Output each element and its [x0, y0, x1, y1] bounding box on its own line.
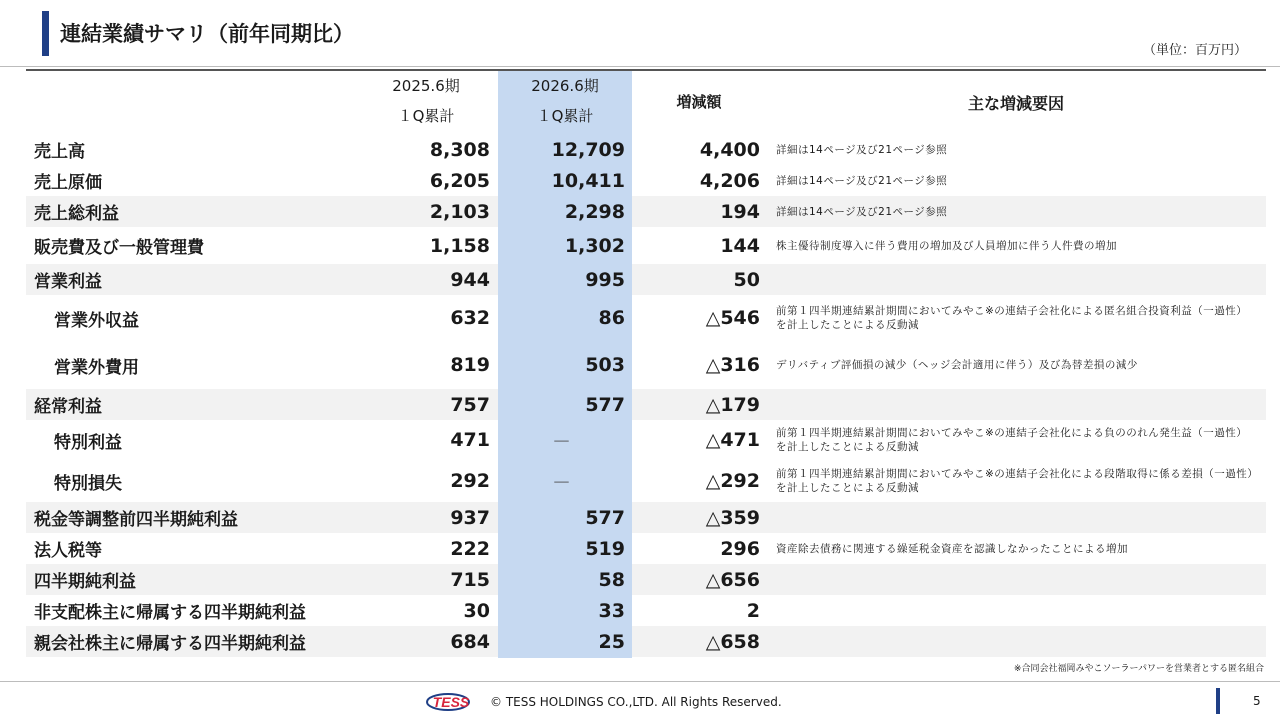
diff-value: 144: [720, 234, 760, 257]
unit-label: （単位：百万円）: [1142, 43, 1247, 58]
curr-value: 995: [585, 268, 625, 291]
table-row: [26, 227, 1266, 264]
prev-value: 30: [463, 599, 490, 622]
curr-value: 577: [585, 506, 625, 529]
table-row: [26, 626, 1266, 657]
footer-divider: [0, 681, 1280, 682]
row-label: 親会社株主に帰属する四半期純利益: [34, 634, 306, 654]
footnote: ※合同会社福岡みやこソーラーパワーを営業者とする匿名組合: [1013, 664, 1264, 674]
table-row: [26, 420, 1266, 460]
table-row: [26, 196, 1266, 227]
prev-value: 684: [450, 630, 490, 653]
row-label: 特別利益: [54, 432, 122, 453]
prev-value: 471: [450, 429, 490, 451]
curr-value: －: [551, 430, 571, 453]
diff-value: △292: [705, 470, 760, 492]
title-divider: [0, 66, 1280, 67]
page-number-bar: [1216, 688, 1220, 714]
prev-value: 1,158: [429, 234, 490, 257]
row-label: 法人税等: [34, 541, 102, 561]
diff-value: △179: [705, 393, 760, 416]
diff-value: 296: [720, 537, 760, 560]
table-row: [26, 564, 1266, 595]
prev-value: 2,103: [429, 200, 490, 223]
reason-note: 資産除去債務に関連する繰延税金資産を認識しなかったことによる増加: [776, 542, 1128, 555]
row-label: 営業外収益: [54, 310, 139, 331]
row-label: 経常利益: [34, 397, 102, 417]
table-row: [26, 595, 1266, 626]
curr-value: 503: [585, 354, 625, 376]
curr-value: 2,298: [564, 200, 625, 223]
curr-value: 12,709: [551, 138, 625, 161]
row-label: 売上総利益: [34, 204, 119, 224]
copyright: © TESS HOLDINGS CO.,LTD. All Rights Reserved.: [490, 695, 782, 709]
curr-value: 33: [598, 599, 625, 622]
table-row: [26, 389, 1266, 420]
row-label: 売上高: [34, 142, 85, 162]
curr-value: 519: [585, 537, 625, 560]
reason-note: [776, 502, 1256, 533]
row-label: 営業外費用: [54, 357, 139, 378]
reason-note: [776, 626, 1256, 657]
curr-value: 25: [598, 630, 625, 653]
curr-value: 577: [585, 393, 625, 416]
table-row: [26, 264, 1266, 295]
diff-value: △316: [705, 354, 760, 376]
diff-value: 4,206: [699, 169, 760, 192]
table-row: [26, 165, 1266, 196]
diff-value: 194: [720, 200, 760, 223]
header-diff: 増減額: [676, 93, 722, 111]
table-row: [26, 134, 1266, 165]
prev-value: 632: [450, 307, 490, 329]
row-label: 販売費及び一般管理費: [34, 238, 204, 258]
reason-note: 前第１四半期連結累計期間においてみやこ※の連結子会社化による匿名組合投資利益（一過性）を計上したことによる反動減: [776, 305, 1248, 331]
diff-value: 4,400: [699, 138, 760, 161]
row-label: 非支配株主に帰属する四半期純利益: [34, 603, 306, 623]
tess-logo-icon: [426, 690, 476, 712]
header-prev-period: １Q累計: [397, 107, 455, 125]
diff-value: △471: [705, 429, 760, 451]
row-label: 四半期純利益: [34, 572, 136, 592]
logo-text: TESS: [432, 694, 470, 710]
reason-note: 詳細は14ページ及び21ページ参照: [776, 174, 948, 187]
header-reason: 主な増減要因: [967, 94, 1064, 113]
curr-value: 86: [598, 307, 625, 329]
prev-value: 819: [450, 354, 490, 376]
table-row: [26, 295, 1266, 341]
diff-value: △658: [705, 630, 760, 653]
curr-value: 1,302: [564, 234, 625, 257]
title-accent-bar: [42, 11, 49, 56]
reason-note: 前第１四半期連結累計期間においてみやこ※の連結子会社化による負ののれん発生益（一過性）を計上したことによる反動減: [776, 427, 1248, 453]
reason-note: [776, 595, 1256, 626]
reason-note: デリバティブ評価損の減少（ヘッジ会計適用に伴う）及び為替差損の減少: [776, 359, 1138, 371]
prev-value: 937: [450, 506, 490, 529]
page-title: 連結業績サマリ（前年同期比）: [60, 22, 354, 46]
table-top-rule: [26, 69, 1266, 71]
row-label: 税金等調整前四半期純利益: [34, 510, 238, 530]
table-row: [26, 341, 1266, 389]
curr-value: 10,411: [551, 169, 625, 192]
header-prev-year: 2025.6期: [392, 77, 460, 95]
diff-value: △546: [705, 307, 760, 329]
reason-note: [776, 389, 1256, 420]
page-number: 5: [1253, 694, 1261, 708]
row-label: 売上原価: [34, 173, 102, 193]
diff-value: △656: [705, 568, 760, 591]
table-row: [26, 502, 1266, 533]
diff-value: △359: [705, 506, 760, 529]
table-row: [26, 460, 1266, 502]
prev-value: 222: [450, 537, 490, 560]
summary-table: [26, 69, 1266, 658]
diff-value: 50: [733, 268, 760, 291]
prev-value: 292: [450, 470, 490, 492]
row-label: 営業利益: [34, 272, 102, 292]
reason-note: 詳細は14ページ及び21ページ参照: [776, 143, 948, 156]
header-curr-year: 2026.6期: [531, 77, 599, 95]
curr-value: 58: [598, 568, 625, 591]
table-row: [26, 533, 1266, 564]
prev-value: 944: [450, 268, 490, 291]
curr-value: －: [551, 471, 571, 494]
prev-value: 715: [450, 568, 490, 591]
reason-note: [776, 264, 1256, 295]
prev-value: 757: [450, 393, 490, 416]
row-label: 特別損失: [54, 473, 122, 494]
diff-value: 2: [746, 599, 760, 622]
prev-value: 8,308: [429, 138, 490, 161]
prev-value: 6,205: [429, 169, 490, 192]
reason-note: [776, 564, 1256, 595]
reason-note: 前第１四半期連結累計期間においてみやこ※の連結子会社化による段階取得に係る差損（一過性）を計上したことによる反動減: [776, 468, 1254, 494]
reason-note: 株主優待制度導入に伴う費用の増加及び人員増加に伴う人件費の増加: [776, 239, 1117, 252]
reason-note: 詳細は14ページ及び21ページ参照: [776, 205, 948, 218]
header-curr-period: １Q累計: [536, 107, 594, 125]
